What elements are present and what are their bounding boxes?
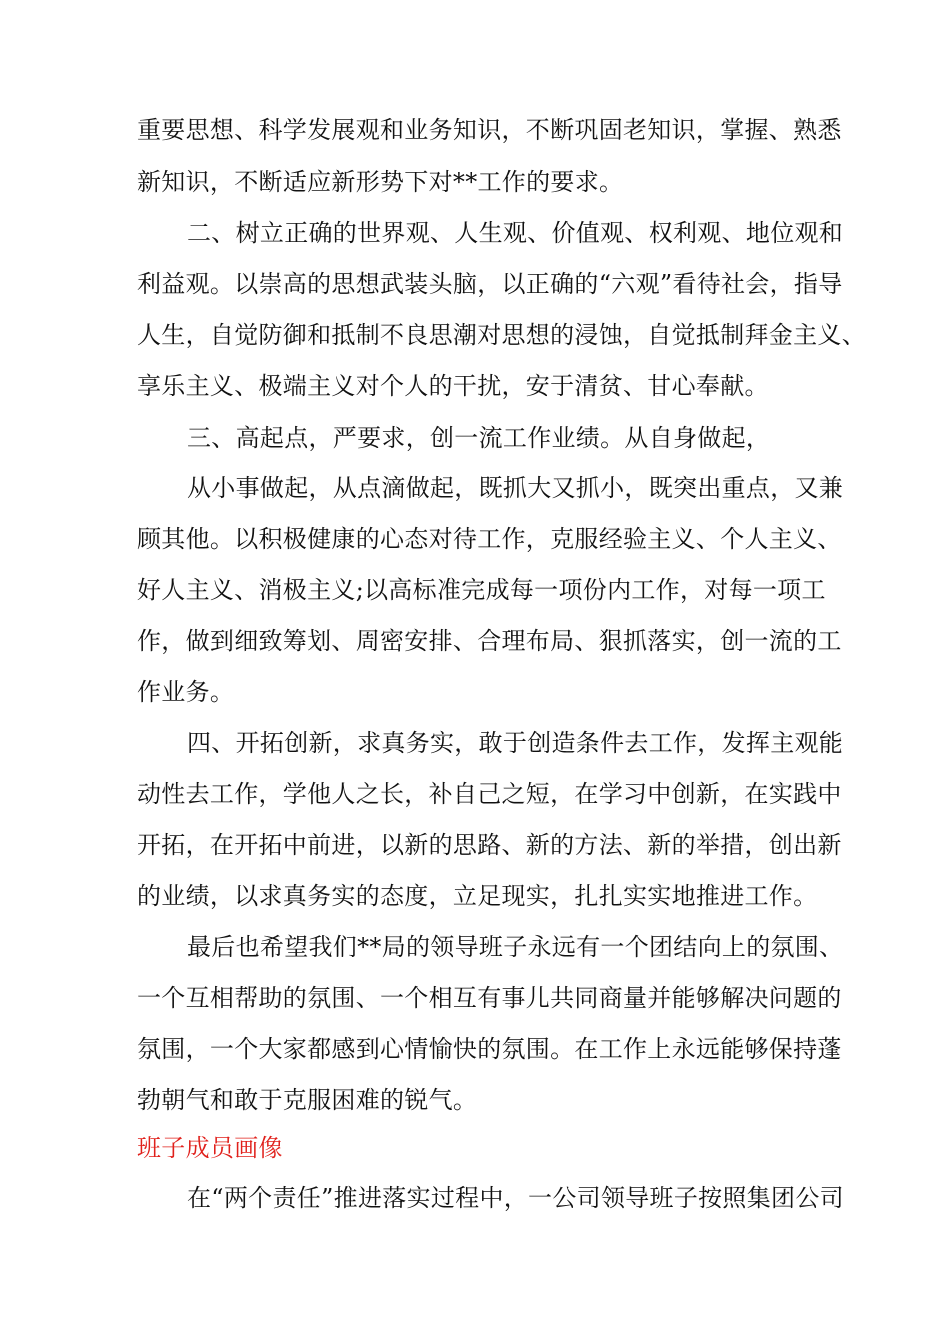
text-line: 新知识，不断适应新形势下对**工作的要求。 [137, 168, 624, 196]
text-line: 一个互相帮助的氛围、一个相互有事儿共同商量并能够解决问题的 [137, 984, 842, 1012]
text-line: 利益观。以崇高的思想武装头脑，以正确的“六观”看待社会，指导 [137, 270, 843, 298]
text-line: 氛围，一个大家都感到心情愉快的氛围。在工作上永远能够保持蓬 [137, 1035, 842, 1063]
text-line: 重要思想、科学发展观和业务知识，不断巩固老知识，掌握、熟悉 [137, 116, 842, 144]
text-line: 作，做到细致筹划、周密安排、合理布局、狠抓落实，创一流的工 [137, 627, 842, 655]
text-line: 顾其他。以积极健康的心态对待工作，克服经验主义、个人主义、 [137, 525, 842, 553]
paragraph-start-line: 四、开拓创新，求真务实，敢于创造条件去工作，发挥主观能 [187, 729, 844, 757]
section-heading: 班子成员画像 [137, 1134, 283, 1162]
paragraph-start-line: 三、高起点，严要求，创一流工作业绩。从自身做起， [187, 424, 771, 452]
text-line: 动性去工作，学他人之长，补自己之短，在学习中创新，在实践中 [137, 780, 842, 808]
paragraph-start-line: 最后也希望我们**局的领导班子永远有一个团结向上的氛围、 [187, 933, 844, 961]
text-line: 享乐主义、极端主义对个人的干扰，安于清贫、甘心奉献。 [137, 372, 769, 400]
text-line: 好人主义、消极主义;以高标准完成每一项份内工作，对每一项工 [137, 576, 826, 604]
paragraph-start-line: 在“两个责任”推进落实过程中，一公司领导班子按照集团公司 [187, 1184, 844, 1212]
text-line: 的业绩，以求真务实的态度，立足现实，扎扎实实地推进工作。 [137, 882, 818, 910]
text-line: 人生，自觉防御和抵制不良思潮对思想的浸蚀，自觉抵制拜金主义、 [137, 321, 866, 349]
text-line: 开拓，在开拓中前进，以新的思路、新的方法、新的举措，创出新 [137, 831, 842, 859]
text-line: 勃朝气和敢于克服困难的锐气。 [137, 1086, 478, 1114]
paragraph-start-line: 二、树立正确的世界观、人生观、价值观、权利观、地位观和 [187, 219, 844, 247]
text-line: 作业务。 [137, 678, 235, 706]
paragraph-start-line: 从小事做起，从点滴做起，既抓大又抓小，既突出重点，又兼 [187, 474, 844, 502]
